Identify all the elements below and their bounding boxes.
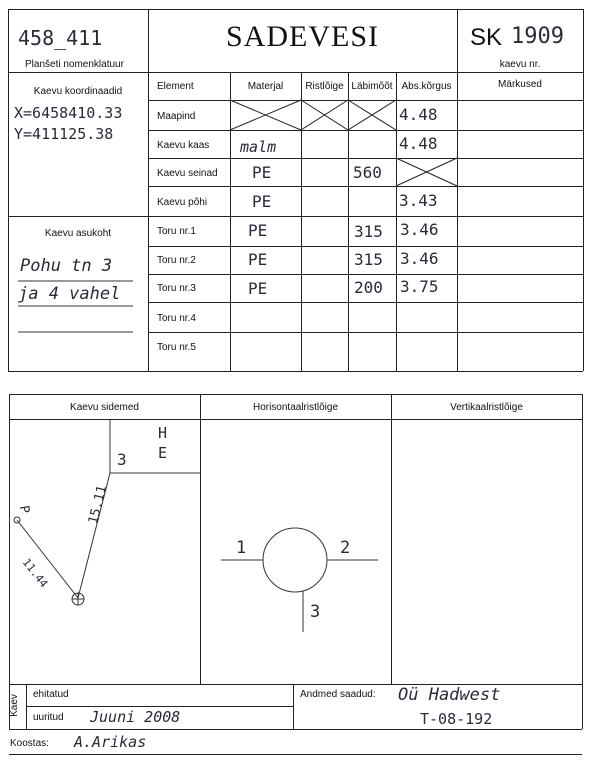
pipe-number-2: 2 (340, 538, 351, 558)
location-line2: ja 4 vahel (18, 284, 121, 304)
coordinate-y: Y=411125.38 (14, 125, 114, 143)
material-cell: PE (252, 192, 272, 211)
col-header-diameter: Läbimõõt (351, 81, 393, 92)
well-number-prefix: SK (470, 24, 503, 51)
pipe-number-1: 1 (236, 538, 247, 558)
col-header-abs-height: Abs.kõrgus (401, 81, 452, 92)
author-value: A.Arikas (74, 733, 147, 751)
diameter-cell: 315 (354, 250, 383, 269)
diameter-cell: 315 (354, 222, 383, 241)
data-source-value2: T-08-192 (420, 710, 493, 728)
page-title: SADEVESI (225, 20, 379, 53)
coordinates-label: Kaevu koordinaadid (33, 86, 123, 97)
surveyed-value: Juuni 2008 (90, 708, 181, 726)
author-label: Koostas: (10, 738, 49, 749)
diameter-cell: 200 (354, 278, 383, 297)
surveyed-label: uuritud (33, 712, 64, 723)
element-cell: Toru nr.2 (157, 255, 196, 266)
material-cell: PE (252, 163, 272, 182)
well-side-label: Kaev (8, 694, 20, 717)
vertical-section-label: Vertikaalristlõige (450, 402, 523, 413)
nomenclature-label: Planšeti nomenklatuur (25, 59, 124, 70)
location-line1: Pohu tn 3 (20, 256, 113, 276)
element-cell: Toru nr.5 (157, 342, 196, 353)
element-cell: Toru nr.4 (157, 313, 196, 324)
abs-height-cell: 3.46 (400, 249, 439, 268)
data-source-value1: Oü Hadwest (398, 685, 501, 705)
well-number-value: 1909 (511, 24, 564, 49)
built-label: ehitatud (33, 689, 69, 700)
ties-label: Kaevu sidemed (70, 402, 139, 413)
material-cell: PE (248, 221, 268, 240)
nomenclature-value: 458_411 (18, 26, 103, 50)
material-cell: PE (248, 250, 268, 269)
element-cell: Maapind (157, 111, 196, 122)
pipe-number-3: 3 (310, 602, 321, 622)
element-cell: Toru nr.1 (157, 226, 196, 237)
col-header-material: Materjal (247, 81, 284, 92)
element-cell: Kaevu kaas (157, 140, 210, 151)
element-cell: Kaevu seinad (157, 168, 218, 179)
sketch-letter-e: E (158, 444, 168, 462)
material-cell: PE (248, 279, 268, 298)
location-label: Kaevu asukoht (44, 228, 112, 239)
abs-height-cell: 3.46 (400, 220, 439, 239)
col-header-cross-section: Ristlõige (305, 81, 344, 92)
sketch-letter-h: H (158, 424, 168, 442)
sketch-box-number: 3 (117, 450, 127, 469)
coordinate-x: X=6458410.33 (14, 104, 123, 122)
element-cell: Toru nr.3 (157, 283, 196, 294)
material-cell: malm (240, 138, 277, 156)
abs-height-cell: 3.75 (400, 277, 439, 296)
data-source-label: Andmed saadud: (300, 689, 376, 700)
tie-distance-2: 11.44 (19, 556, 51, 591)
col-header-element: Element (157, 81, 194, 92)
col-header-remarks: Märkused (498, 79, 542, 90)
abs-height-cell: 4.48 (399, 134, 438, 153)
well-number-label: kaevu nr. (499, 59, 541, 70)
horizontal-section-label: Horisontaalristlõige (252, 402, 339, 413)
diameter-cell: 560 (353, 163, 382, 182)
tie-distance-1: 15.11 (86, 484, 111, 526)
element-cell: Kaevu põhi (157, 197, 208, 208)
abs-height-cell: 4.48 (399, 105, 438, 124)
point-label: P (15, 504, 32, 515)
abs-height-cell: 3.43 (399, 191, 438, 210)
